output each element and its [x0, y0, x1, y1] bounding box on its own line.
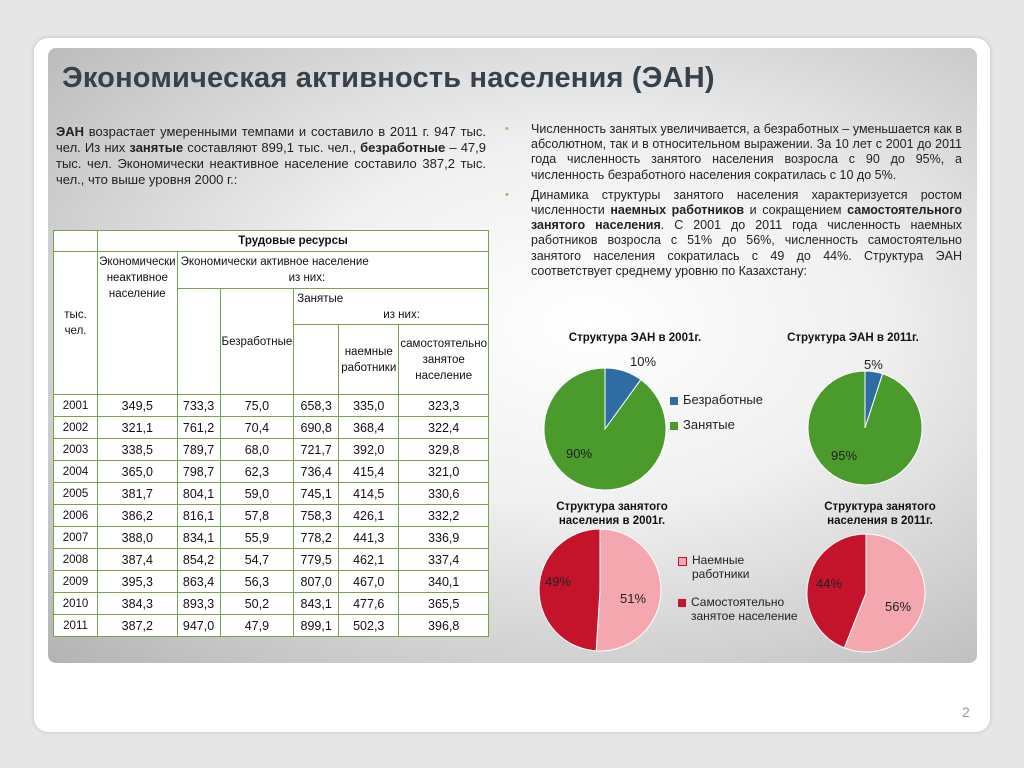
- table-cell: 893,3: [177, 593, 220, 615]
- table-cell: 68,0: [220, 439, 294, 461]
- table-cell: 388,0: [98, 527, 178, 549]
- table-cell: 323,3: [399, 395, 489, 417]
- table-cell: 863,4: [177, 571, 220, 593]
- table-cell: 736,4: [294, 461, 339, 483]
- table-cell: 441,3: [339, 527, 399, 549]
- table-cell: 414,5: [339, 483, 399, 505]
- chart-title-employed-2001: Структура занятого населения в 2001г.: [556, 501, 668, 527]
- label-employed-2001-self: 49%: [545, 574, 572, 589]
- table-cell-year: 2007: [54, 527, 98, 549]
- header-of-which-1: из них:: [288, 272, 326, 284]
- label-eah-2011-unemployed: 5%: [864, 357, 883, 372]
- table-cell: 75,0: [220, 395, 294, 417]
- table-cell: 365,5: [399, 593, 489, 615]
- table-cell-year: 2005: [54, 483, 98, 505]
- table-row: [54, 593, 489, 615]
- header-employed: Занятые: [297, 292, 344, 305]
- bullet-item-1: [505, 122, 962, 183]
- table-cell: 807,0: [294, 571, 339, 593]
- intro-text-2: составляют 899,1 тыс. чел.,: [183, 140, 361, 155]
- table-cell: 426,1: [339, 505, 399, 527]
- table-cell: 477,6: [339, 593, 399, 615]
- table-cell: 57,8: [220, 505, 294, 527]
- intro-text-3: – 47,9 тыс. чел. Экономически неактивное население составило 387,2 тыс. чел., что выше уровня 2000 г.:: [56, 140, 486, 187]
- legend-self-swatch: [678, 599, 686, 607]
- label-employed-2001-hired: 51%: [620, 591, 647, 606]
- table-cell: 54,7: [220, 549, 294, 571]
- header-active: [177, 252, 488, 289]
- bullet-text-1: Численность занятых увеличивается, а безработных – уменьшается как в абсолютном, так и в относительном выражении. За 10 лет с 2001 до 2011 года численность занятого населения возросла с 90 до 95%, а численность безработного населения сократилась с 10 до 5%.: [531, 122, 962, 182]
- intro-text-1: возрастает умеренными темпами и составило в 2011 г. 947 тыс. чел. Из них: [56, 124, 486, 155]
- table-cell: 55,9: [220, 527, 294, 549]
- bullet-text-2c: и сокращением: [744, 203, 848, 218]
- table-cell: 899,1: [294, 615, 339, 637]
- header-blank-2: [294, 325, 339, 395]
- table-cell: 365,0: [98, 461, 178, 483]
- table-cell: 59,0: [220, 483, 294, 505]
- table-cell: 415,4: [339, 461, 399, 483]
- table-cell: 387,2: [98, 615, 178, 637]
- header-unemployed: Безработные: [220, 289, 294, 395]
- table-cell-year: 2006: [54, 505, 98, 527]
- table-cell: 798,7: [177, 461, 220, 483]
- table-cell: 392,0: [339, 439, 399, 461]
- intro-employed: занятые: [129, 140, 184, 155]
- table-cell-year: 2010: [54, 593, 98, 615]
- header-blank: [177, 289, 220, 395]
- header-hired: наемные работники: [339, 325, 399, 395]
- table-row: [54, 461, 489, 483]
- legend-hired: [678, 553, 793, 581]
- table-cell: 386,2: [98, 505, 178, 527]
- legend-employed-label: Занятые: [683, 417, 735, 432]
- table-cell-year: 2004: [54, 461, 98, 483]
- table-cell: 721,7: [294, 439, 339, 461]
- label-employed-2011-hired: 56%: [885, 599, 912, 614]
- table-cell: 321,0: [399, 461, 489, 483]
- table-cell: 336,9: [399, 527, 489, 549]
- table-cell: 462,1: [339, 549, 399, 571]
- table-cell: 330,6: [399, 483, 489, 505]
- legend-employed-swatch: [670, 422, 678, 430]
- bullet-text-2e: . С 2001 до 2011 года численность наемных работников возросла с 51% до 56%, численность самостоятельно занятого населения сократилась с 49 до 44%. Структура ЭАН соответствует среднему уровню по Казахстану:: [531, 218, 963, 278]
- page-number: 2: [962, 704, 970, 720]
- table-cell-year: 2009: [54, 571, 98, 593]
- table-cell: 70,4: [220, 417, 294, 439]
- legend-employed: [670, 418, 735, 432]
- table-cell: 745,1: [294, 483, 339, 505]
- table-cell: 62,3: [220, 461, 294, 483]
- pie-slice-hired: [596, 529, 661, 651]
- table-cell: 467,0: [339, 571, 399, 593]
- legend-self-label: Самостоятельно занятое население: [691, 595, 798, 623]
- table-cell: 395,3: [98, 571, 178, 593]
- header-unit: тыс. чел.: [54, 252, 98, 395]
- table-cell: 778,2: [294, 527, 339, 549]
- table-cell: 322,4: [399, 417, 489, 439]
- pie-eah-2001: [543, 367, 667, 491]
- bullet-dot-icon: •: [505, 188, 509, 201]
- table-cell: 789,7: [177, 439, 220, 461]
- label-eah-2001-unemployed: 10%: [630, 354, 657, 369]
- table-cell: 843,1: [294, 593, 339, 615]
- table-cell: 758,3: [294, 505, 339, 527]
- header-of-which-2: из них:: [383, 308, 420, 321]
- page-title: Экономическая активность населения (ЭАН): [62, 62, 715, 94]
- intro-paragraph: [56, 124, 486, 188]
- header-labor-resources: Трудовые ресурсы: [98, 231, 489, 252]
- table-cell: 804,1: [177, 483, 220, 505]
- table-cell: 834,1: [177, 527, 220, 549]
- label-eah-2011-employed: 95%: [831, 448, 858, 463]
- pie-slice-employed: [808, 371, 922, 485]
- table-cell: 816,1: [177, 505, 220, 527]
- table-cell: 396,8: [399, 615, 489, 637]
- table-row: [54, 549, 489, 571]
- bullet-item-2: [505, 188, 962, 279]
- label-employed-2011-self: 44%: [816, 576, 843, 591]
- legend-unemployed-label: Безработные: [683, 392, 763, 407]
- table-cell: 50,2: [220, 593, 294, 615]
- table-corner: [54, 231, 98, 252]
- labor-resources-table: [53, 230, 489, 637]
- table-cell: 733,3: [177, 395, 220, 417]
- table-cell: 387,4: [98, 549, 178, 571]
- pie-slice-self: [539, 529, 600, 651]
- table-row: [54, 439, 489, 461]
- bullet-text-2b: наемных работников: [610, 203, 745, 218]
- pie-slice-employed: [544, 368, 666, 490]
- table-cell: 761,2: [177, 417, 220, 439]
- table-cell: 384,3: [98, 593, 178, 615]
- legend-self: [678, 595, 813, 623]
- table-cell: 658,3: [294, 395, 339, 417]
- table-cell: 349,5: [98, 395, 178, 417]
- legend-unemployed-swatch: [670, 397, 678, 405]
- header-employed-group: [294, 289, 489, 325]
- table-cell: 338,5: [98, 439, 178, 461]
- table-cell: 332,2: [399, 505, 489, 527]
- table-row: [54, 505, 489, 527]
- chart-title-employed-2011: Структура занятого населения в 2011г.: [824, 501, 936, 527]
- table-cell: 340,1: [399, 571, 489, 593]
- table-cell-year: 2008: [54, 549, 98, 571]
- intro-unemployed: безработные: [360, 140, 446, 155]
- table-cell: 47,9: [220, 615, 294, 637]
- table-cell-year: 2003: [54, 439, 98, 461]
- bullet-list: [505, 122, 962, 284]
- table-cell: 381,7: [98, 483, 178, 505]
- pie-eah-2011: [807, 370, 923, 486]
- legend-hired-label: Наемные работники: [692, 553, 750, 581]
- table-cell: 56,3: [220, 571, 294, 593]
- bullet-text-2d: самостоятельного занятого населения: [531, 203, 962, 233]
- header-inactive: Экономически неактивное население: [98, 252, 178, 395]
- bullet-text-2a: Динамика структуры занятого населения характеризуется ростом численности: [531, 187, 962, 218]
- table-row: [54, 571, 489, 593]
- table-cell: 337,4: [399, 549, 489, 571]
- table-cell: 335,0: [339, 395, 399, 417]
- intro-eah: ЭАН: [56, 124, 85, 139]
- table-cell: 779,5: [294, 549, 339, 571]
- table-cell: 854,2: [177, 549, 220, 571]
- table-cell: 690,8: [294, 417, 339, 439]
- table-cell: 368,4: [339, 417, 399, 439]
- header-active-label: Экономически активное население: [180, 256, 369, 268]
- chart-title-eah-2001: Структура ЭАН в 2001г.: [568, 332, 702, 344]
- header-self-employed: самостоятельно занятое население: [399, 325, 489, 395]
- table-cell: 321,1: [98, 417, 178, 439]
- table-row: [54, 395, 489, 417]
- chart-title-eah-2011: Структура ЭАН в 2011г.: [787, 332, 919, 344]
- table-row: [54, 417, 489, 439]
- label-eah-2001-employed: 90%: [566, 446, 593, 461]
- table-cell-year: 2002: [54, 417, 98, 439]
- table-cell: 947,0: [177, 615, 220, 637]
- table-cell: 329,8: [399, 439, 489, 461]
- table-cell-year: 2011: [54, 615, 98, 637]
- table-row: [54, 483, 489, 505]
- table-cell-year: 2001: [54, 395, 98, 417]
- table-row: [54, 615, 489, 637]
- legend-unemployed: [670, 393, 763, 407]
- table-row: [54, 527, 489, 549]
- pie-employed-2001: [538, 528, 662, 652]
- bullet-dot-icon: •: [505, 123, 509, 135]
- table-cell: 502,3: [339, 615, 399, 637]
- pie-employed-2011: [806, 533, 926, 653]
- legend-hired-swatch: [678, 557, 687, 566]
